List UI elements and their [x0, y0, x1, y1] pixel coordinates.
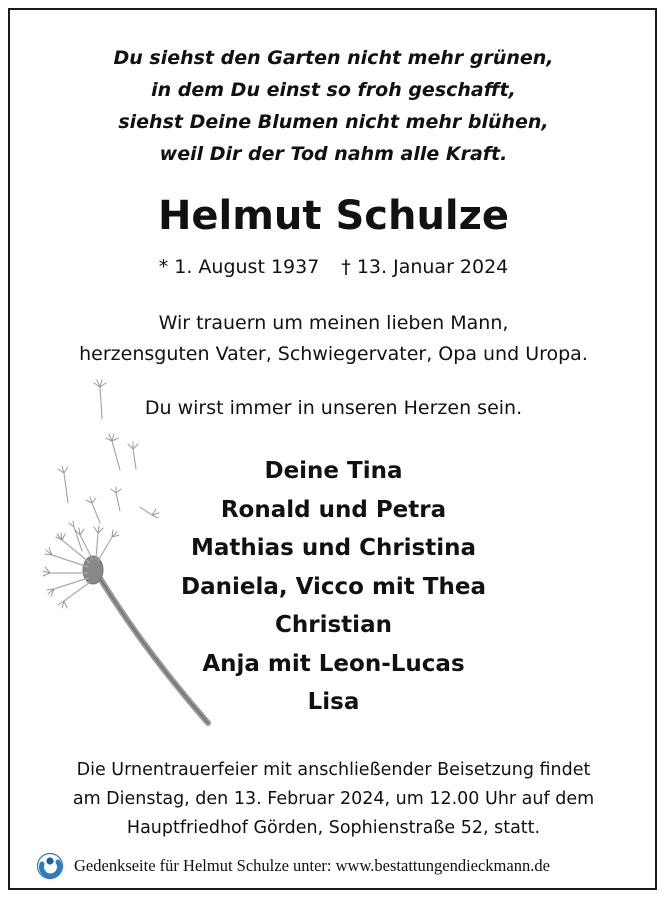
- family-names: [0, 452, 667, 722]
- mourning-line: herzensguten Vater, Schwiegervater, Opa und Uropa.: [79, 343, 588, 365]
- family-member: Lisa: [307, 689, 360, 715]
- poem-line: in dem Du einst so froh geschafft,: [151, 79, 516, 101]
- family-member: Ronald und Petra: [220, 496, 447, 523]
- family-member: Deine Tina: [264, 458, 403, 484]
- mourning-text: [0, 308, 667, 370]
- mourning-line: Wir trauern um meinen lieben Mann,: [158, 312, 509, 334]
- remembrance-line: Du wirst immer in unseren Herzen sein.: [144, 397, 523, 419]
- ceremony-line: Die Urnentrauerfeier mit anschließender Beisetzung findet: [76, 760, 591, 780]
- family-member: Daniela, Vicco mit Thea: [180, 573, 486, 600]
- memorial-logo-icon: [36, 852, 64, 880]
- poem-line: siehst Deine Blumen nicht mehr blühen,: [118, 111, 549, 133]
- footer: [36, 851, 550, 881]
- family-member: Mathias und Christina: [190, 535, 477, 561]
- ceremony-line: am Dienstag, den 13. Februar 2024, um 12.00 Uhr auf dem: [72, 789, 595, 809]
- birth-date: * 1. August 1937: [158, 256, 320, 278]
- poem: [0, 42, 667, 170]
- memorial-page-link[interactable]: Gedenkseite für Helmut Schulze unter: www.bestattungendieckmann.de: [74, 856, 550, 875]
- family-member: Christian: [275, 612, 392, 638]
- life-dates: [0, 252, 667, 282]
- ceremony-line: Hauptfriedhof Görden, Sophienstraße 52, statt.: [126, 818, 541, 838]
- family-member: Anja mit Leon-Lucas: [202, 650, 465, 677]
- deceased-name: Helmut Schulze: [157, 193, 510, 239]
- ceremony-info: [0, 756, 667, 843]
- death-date: † 13. Januar 2024: [341, 256, 509, 278]
- poem-line: weil Dir der Tod nahm alle Kraft.: [159, 143, 508, 165]
- poem-line: Du siehst den Garten nicht mehr grünen,: [113, 47, 554, 69]
